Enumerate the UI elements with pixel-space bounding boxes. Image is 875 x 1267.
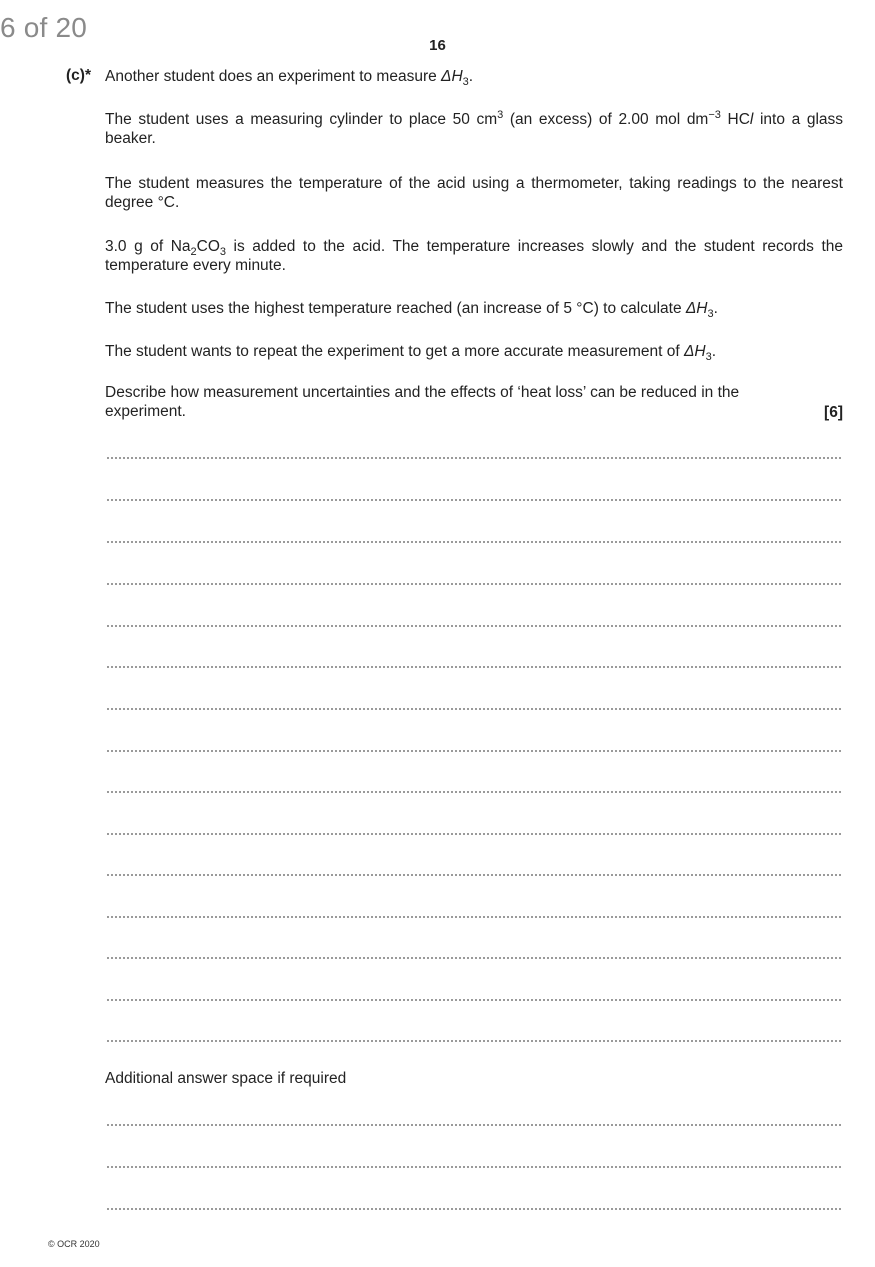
copyright-notice: © OCR 2020	[48, 1239, 100, 1249]
question-intro: Another student does an experiment to measure $\Delta H_3$.	[105, 68, 474, 88]
answer-line[interactable]	[107, 666, 841, 668]
answer-line[interactable]	[107, 625, 841, 627]
answer-line[interactable]	[107, 708, 841, 710]
answer-line[interactable]	[107, 999, 841, 1001]
paragraph-measuring-cylinder: The student uses a measuring cylinder to place 50 $cm^3$ (an excess) of 2.00 mol $dm^{-3}$ HCl into a glass beaker.	[105, 109, 844, 147]
paragraph-sodium-carbonate: 3.0 g of $Na_2CO_3$ is added to the acid. The temperature increases slowly and the student records the temperature every minute.	[105, 238, 844, 274]
answer-line[interactable]	[107, 583, 841, 585]
answer-line[interactable]	[107, 541, 841, 543]
page-number: 16	[429, 37, 446, 54]
additional-answer-line[interactable]	[107, 1124, 841, 1126]
answer-line[interactable]	[107, 750, 841, 752]
additional-answer-line[interactable]	[107, 1166, 841, 1168]
question-prompt: Describe how measurement uncertainties and the effects of ‘heat loss’ can be reduced in the experiment.	[105, 384, 740, 420]
answer-line[interactable]	[107, 916, 841, 918]
answer-line[interactable]	[107, 957, 841, 959]
answer-line[interactable]	[107, 833, 841, 835]
marks-allocation: [6]	[824, 404, 843, 421]
answer-line[interactable]	[107, 457, 841, 459]
answer-line[interactable]	[107, 874, 841, 876]
paragraph-repeat-experiment: The student wants to repeat the experiment to get a more accurate measurement of $\Delta H_3$.	[105, 343, 717, 363]
paragraph-highest-temperature: The student uses the highest temperature reached (an increase of 5 °C) to calculate $\Delta H_3$.	[105, 300, 718, 320]
paragraph-thermometer: The student measures the temperature of the acid using a thermometer, taking readings to the nearest degree °C.	[105, 175, 843, 211]
answer-line[interactable]	[107, 499, 841, 501]
page-indicator: 6 of 20	[0, 12, 88, 43]
question-label: (c)*	[66, 67, 91, 84]
answer-line[interactable]	[107, 1040, 841, 1042]
additional-answer-space-label: Additional answer space if required	[105, 1070, 347, 1087]
answer-line[interactable]	[107, 791, 841, 793]
additional-answer-line[interactable]	[107, 1208, 841, 1210]
